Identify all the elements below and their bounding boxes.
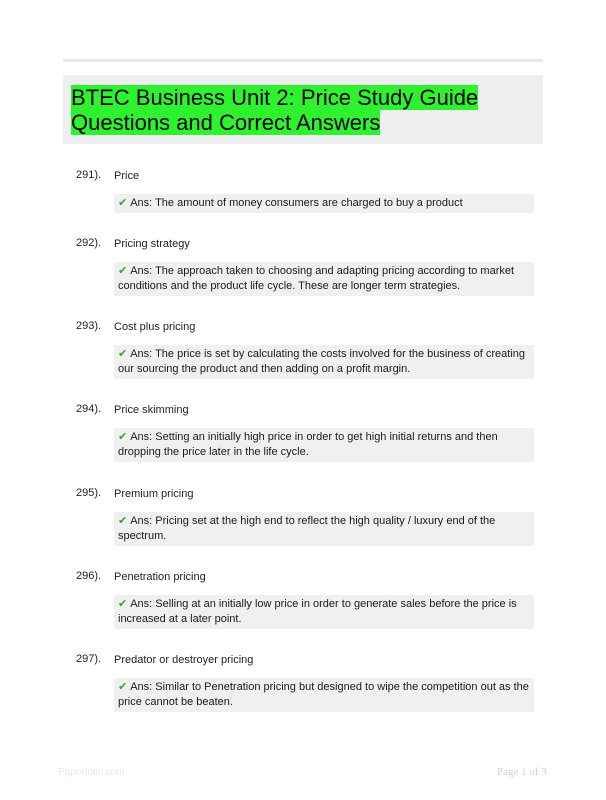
question-text: Premium pricing bbox=[114, 488, 194, 500]
check-icon: ✔ bbox=[118, 431, 128, 443]
footer-watermark: Paperfolio.com bbox=[58, 767, 125, 778]
top-divider bbox=[63, 59, 543, 62]
check-icon: ✔ bbox=[118, 348, 128, 360]
answer-box bbox=[114, 262, 534, 296]
answer-text: Ans: The approach taken to choosing and adapting pricing according to market conditions and the product life cycle. These are longer term strategies. bbox=[118, 265, 515, 292]
document-title bbox=[71, 85, 478, 135]
question-number: 294). bbox=[76, 403, 102, 415]
answer-text: Ans: The amount of money consumers are charged to buy a product bbox=[130, 197, 463, 209]
question-text: Price bbox=[114, 170, 140, 182]
answer-box bbox=[114, 194, 534, 213]
answer-box bbox=[114, 428, 534, 462]
check-icon: ✔ bbox=[118, 681, 128, 693]
question-text: Predator or destroyer pricing bbox=[114, 654, 254, 666]
title-banner bbox=[63, 75, 543, 144]
check-icon: ✔ bbox=[118, 598, 128, 610]
page-number: Page 1 of 3 bbox=[497, 766, 547, 778]
question-number: 291). bbox=[76, 169, 102, 181]
check-icon: ✔ bbox=[118, 265, 128, 277]
answer-box bbox=[114, 345, 534, 379]
question-number: 297). bbox=[76, 653, 102, 665]
question-text: Penetration pricing bbox=[114, 571, 206, 583]
question-number: 293). bbox=[76, 320, 102, 332]
title-line-2: Questions and Correct Answers bbox=[71, 110, 381, 135]
check-icon: ✔ bbox=[118, 197, 128, 209]
answer-text: Ans: Similar to Penetration pricing but designed to wipe the competition out as the price cannot be beaten. bbox=[118, 681, 529, 708]
answer-box bbox=[114, 595, 534, 629]
answer-text: Ans: Selling at an initially low price in order to generate sales before the price is increased at a later point. bbox=[118, 598, 517, 625]
question-number: 295). bbox=[76, 487, 102, 499]
answer-text: Ans: Pricing set at the high end to reflect the high quality / luxury end of the spectrum. bbox=[118, 515, 496, 542]
question-number: 292). bbox=[76, 237, 102, 249]
check-icon: ✔ bbox=[118, 515, 128, 527]
answer-text: Ans: The price is set by calculating the costs involved for the business of creating our sourcing the product and then adding on a profit margin. bbox=[118, 348, 525, 375]
answer-text: Ans: Setting an initially high price in order to get high initial returns and then dropping the price later in the life cycle. bbox=[118, 431, 498, 458]
answer-box bbox=[114, 512, 534, 546]
question-number: 296). bbox=[76, 570, 102, 582]
answer-box bbox=[114, 678, 534, 712]
question-text: Cost plus pricing bbox=[114, 321, 196, 333]
question-text: Price skimming bbox=[114, 404, 189, 416]
question-text: Pricing strategy bbox=[114, 238, 190, 250]
title-line-1: BTEC Business Unit 2: Price Study Guide bbox=[71, 85, 479, 110]
